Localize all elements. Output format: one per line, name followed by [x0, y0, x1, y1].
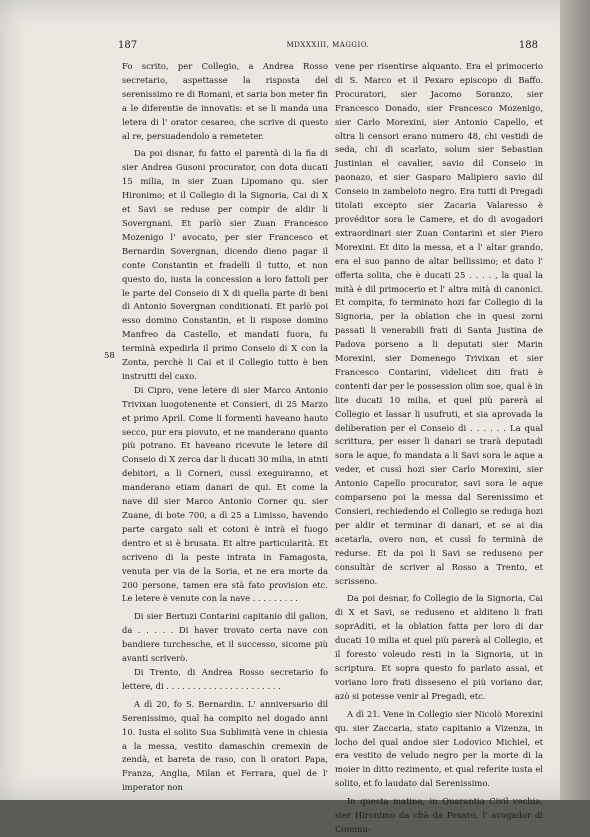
paragraph: A dì 21. Vene in Collegio sier Nicolò Morexini qu. sier Zaccaria, stato capitanio a Vizenza, in locho del qual andoe sier Lodovico Michiel, et era vestito de veludo negro per la morte di la moier in ditto rezimento, et qual referite iusta el solito, et fo laudato dal Serenissimo. [335, 708, 543, 789]
page-number-right: 188 [518, 40, 538, 51]
paragraph: Di sier Bertuzi Contarini capitanio dil galion, da . . . . . Di haver trovato certa nave con bandiere turchesche, et il successo, sicome più avanti scriverò. [122, 611, 328, 664]
paragraph: vene per risentirse alquanto. Era el primocerio di S. Marco et il Pexaro episcopo di Baffo. Procuratori, sier Jacomo Soranzo, sier Francesco Donado, sier Francesco Mozenigo, sier Carlo Morexini, sier Antonio Capello, et oltra li censori erano numero 48, chi vestidi de seda, chi di scarlato, solum sier Sebastian Justinian el cavalier, savio dil Conseio in paonazo, et sier Gasparo Malipiero savio dil Conseio in zambeloto negro. Era tutti di Pregadi titolati excepto sier Zacaria Valaresso è provéditor sora le Camere, et do di avogadori extraordinari sier Zuan Contarini et sier Piero Morexini. Et dito la messa, et a l' altar grando, era el suo panno de altar bellissimo; et dato l' offerta solita, che è ducati 25 . . . . , la qual la mità è dil primocerio et l' altra mità di canonici. Et compita, fo terminato hozi far Collegio di la Signoria, per la oblation che in quesi zorni passati li venerabili frati di Santa Justina de Padova porseno a li deputati sier Marin Morexini, sier Domenego Trivixan et sier Francesco Contarini, videlicet diti frati è contenti dar per le possession olim soe, qual è in lite ducati 10 milia, et quel più parerà al Collegio et lassar li usufruti, et sia aprovada la deliberation per el Conseio di . . . . . . La qual scrittura, per esser li danari se trarà deputadi sora le aque, fo mandata a li Savi sora le aque a veder, et cussì hozi sier Carlo Morexini, sier Antonio Capello procurator, savi sora le aque comparseno poi la messa dal Serenissimo et Consieri, rechiedendo el Collegio se reduga hozi per aldir et terminar di danari, et se ai dia acetarla, overo non, et cussì fo terminà de redurse. Et da poi li Savi se reduseno per consultàr de scriver al Rosso a Trento, et scrisseno. [335, 61, 543, 586]
left-column [122, 60, 328, 795]
right-column [335, 60, 543, 837]
paragraph: Di Trento, di Andrea Rosso secretario fo lettere, di . . . . . . . . . . . . . . . . . . . . . . [122, 666, 328, 691]
running-header [118, 40, 538, 56]
paragraph: In questa matina, in Quarantia Civil vechia, sier Hironimo da chà da Pexaro, l' avogador di Commu- [335, 796, 543, 834]
paragraph: Di Cipro, vene letere di sier Marco Antonio Trivixan luogotenente et Consieri, di 25 Marzo et primo April. Come li formenti haveano hauto secco, pur era piovuto, et ne manderano quanto più potrano. Et haveano ricevute le letere dil Conseio di X zerca dar li ducati 30 milia, in atnti debitori, a li Corneri, cussì exeguiranno, et manderano etiam danari de qui. Et come la nave dil sier Marco Antonio Corner qu. sier Zuane, di bote 700, a dì 25 a Limisso, havendo parte cargato sali et cotoni è intrà el fuogo dentro et si è brusata. Et altre particularità. Et scriveno di la peste intrata in Famagosta, venuta per via de la Soria, et ne era morte da 200 persone, tamen era stà fato provision etc. Le letere è venute con la nave . . . . . . . . . [122, 384, 328, 604]
paragraph: Da poi disnar, fu fatto el parentà di la fia di sier Andrea Gusoni procurator, con dota ducati 15 milia, in sier Zuan Lipomano qu. sier Hironimo; et il Collegio di la Signoria, Cai di X et Savi se reduse per compir de aldir li Sovergnani. Et parlò sier Zuan Francesco Mozenigo l' avocato, per sier Francesco et Bernardin Sovergnan, dicendo dieno pagar il conte Constantin et fradelli il tutto, et non questo do, iusta la concession a loro fattoli per le parte del Conseio di X di quella parte di beni di Antonio Sovergnan conditionati. Et parlò poi esso domino Constantin, et li rispose domino Manfreo da Castello, et mandati fuora, fu terminà expedirla il primo Conseio di X con la Zonta, perchè li Cai et il Collegio tutto è ben instrutti del caxo. [122, 148, 328, 381]
page-number-left: 187 [118, 40, 138, 51]
margin-number: 58 [104, 351, 115, 361]
paragraph: Fo scrito, per Collegio, a Andrea Rosso secretario, aspettasse la risposta del serenissimo re di Romani, et saria bon meter fin a le diferentie de innovatis: et se li manda una letera di l' orator cesareo, che scrive di questo al re, persuadendolo a remeteter. [122, 61, 328, 141]
paragraph: A dì 20, fo S. Bernardin. L' anniversario dil Serenissimo, qual ha compito nel dogado anni 10. Iusta el solito Sua Sublimità vene in chiesia a la messa, vestito damaschin cremexin de zendà, et bareta de raso, con li oratori Papa, Franza, Anglia, Milan et Ferrara, quel de l' imperator non [122, 698, 328, 793]
book-spine-shadow [560, 0, 590, 800]
running-title: MDXXXIII, MAGGIO. [286, 41, 370, 49]
paragraph: Da poi desnar, fo Collegio de la Signoria, Cai di X et Savi, se reduseno et alditeno li frati soprAditi, et la oblation fatta per loro di dar ducati 10 milia et quel più parerà al Collegio, et il foresto voleudo resti in la Signoria, ut in scriptura. Et sopra questo fo parlato assai, et voriano loro frati disseseno el più voriano dar, azò si potesse venir al Pregadi, etc. [335, 593, 543, 701]
